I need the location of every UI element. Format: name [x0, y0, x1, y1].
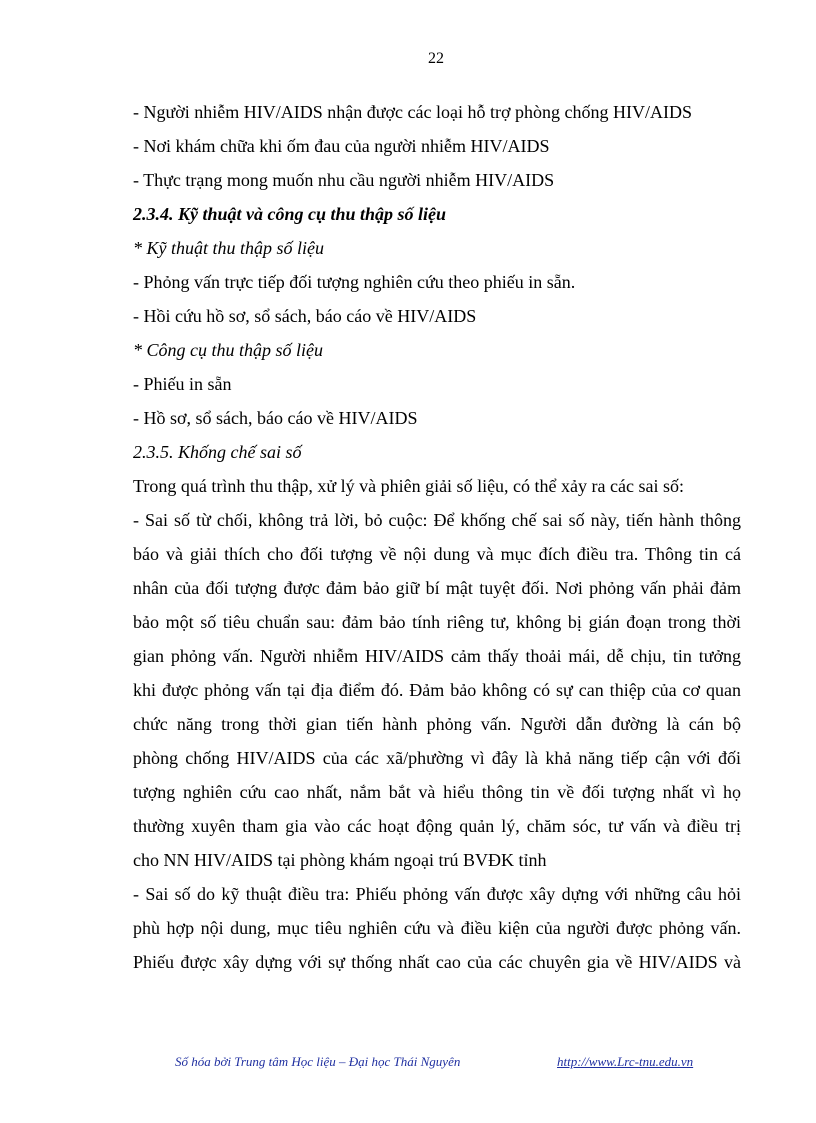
- list-item: - Phỏng vấn trực tiếp đối tượng nghiên cứu theo phiếu in sẵn.: [133, 272, 576, 292]
- footer-credit: Số hóa bởi Trung tâm Học liệu – Đại học Thái Nguyên: [175, 1054, 461, 1069]
- section-heading-2-3-5: 2.3.5. Khống chế sai số: [133, 442, 302, 462]
- list-item: - Người nhiễm HIV/AIDS nhận được các loại hỗ trợ phòng chống HIV/AIDS: [133, 102, 692, 122]
- list-item: - Nơi khám chữa khi ốm đau của người nhiễm HIV/AIDS: [133, 136, 550, 156]
- paragraph-refusal-error: [133, 503, 741, 877]
- section-heading-2-3-4: 2.3.4. Kỹ thuật và công cụ thu thập số liệu: [133, 204, 447, 224]
- list-item: - Hồ sơ, sổ sách, báo cáo về HIV/AIDS: [133, 408, 418, 428]
- paragraph-line: báo và giải thích cho đối tượng về nội dung và mục đích điều tra. Thông tin cá: [133, 544, 741, 564]
- paragraph-line: - Sai số do kỹ thuật điều tra: Phiếu phỏng vấn được xây dựng với những câu hỏi: [133, 884, 741, 904]
- paragraph-line: - Sai số từ chối, không trả lời, bỏ cuộc: Để khống chế sai số này, tiến hành thông: [133, 510, 741, 530]
- paragraph-line: chức năng trong thời gian tiến hành phỏng vấn. Người dẫn đường là cán bộ: [133, 714, 741, 734]
- paragraph-line: phòng chống HIV/AIDS của các xã/phường vì đây là khả năng tiếp cận với đối: [133, 748, 741, 768]
- paragraph-line: gian phỏng vấn. Người nhiễm HIV/AIDS cảm thấy thoải mái, dễ chịu, tin tưởng: [133, 646, 741, 666]
- paragraph-line: phù hợp nội dung, mục tiêu nghiên cứu và điều kiện của người được phỏng vấn.: [133, 918, 741, 938]
- paragraph-line: khi được phỏng vấn tại địa điểm đó. Đảm bảo không có sự can thiệp của cơ quan: [133, 680, 741, 700]
- subheading-tools: * Công cụ thu thập số liệu: [133, 340, 323, 360]
- subheading-technique: * Kỹ thuật thu thập số liệu: [133, 238, 324, 258]
- document-body: [133, 95, 741, 979]
- footer-url-link[interactable]: http://www.Lrc-tnu.edu.vn: [557, 1054, 694, 1069]
- paragraph-line: bảo một số tiêu chuẩn sau: đảm bảo tính riêng tư, không bị gián đoạn trong thời: [133, 612, 741, 632]
- paragraph-line: Phiếu được xây dựng với sự thống nhất cao của các chuyên gia về HIV/AIDS và: [133, 952, 741, 972]
- paragraph-technique-error: [133, 877, 741, 979]
- list-item: - Thực trạng mong muốn nhu cầu người nhiễm HIV/AIDS: [133, 170, 555, 190]
- paragraph-line: tượng nghiên cứu cao nhất, nắm bắt và hiểu thông tin về đối tượng nhất vì họ: [133, 782, 741, 802]
- list-item: - Phiếu in sẵn: [133, 374, 232, 394]
- paragraph-line: nhân của đối tượng được đảm bảo giữ bí mật tuyệt đối. Nơi phỏng vấn phải đảm: [133, 578, 741, 598]
- page-number: 22: [428, 50, 444, 67]
- intro-paragraph: Trong quá trình thu thập, xử lý và phiên giải số liệu, có thể xảy ra các sai số:: [133, 476, 684, 496]
- list-item: - Hồi cứu hồ sơ, sổ sách, báo cáo về HIV/AIDS: [133, 306, 477, 326]
- paragraph-line: thường xuyên tham gia vào các hoạt động quản lý, chăm sóc, tư vấn và điều trị: [133, 816, 741, 836]
- paragraph-line: cho NN HIV/AIDS tại phòng khám ngoại trú BVĐK tỉnh: [133, 850, 547, 870]
